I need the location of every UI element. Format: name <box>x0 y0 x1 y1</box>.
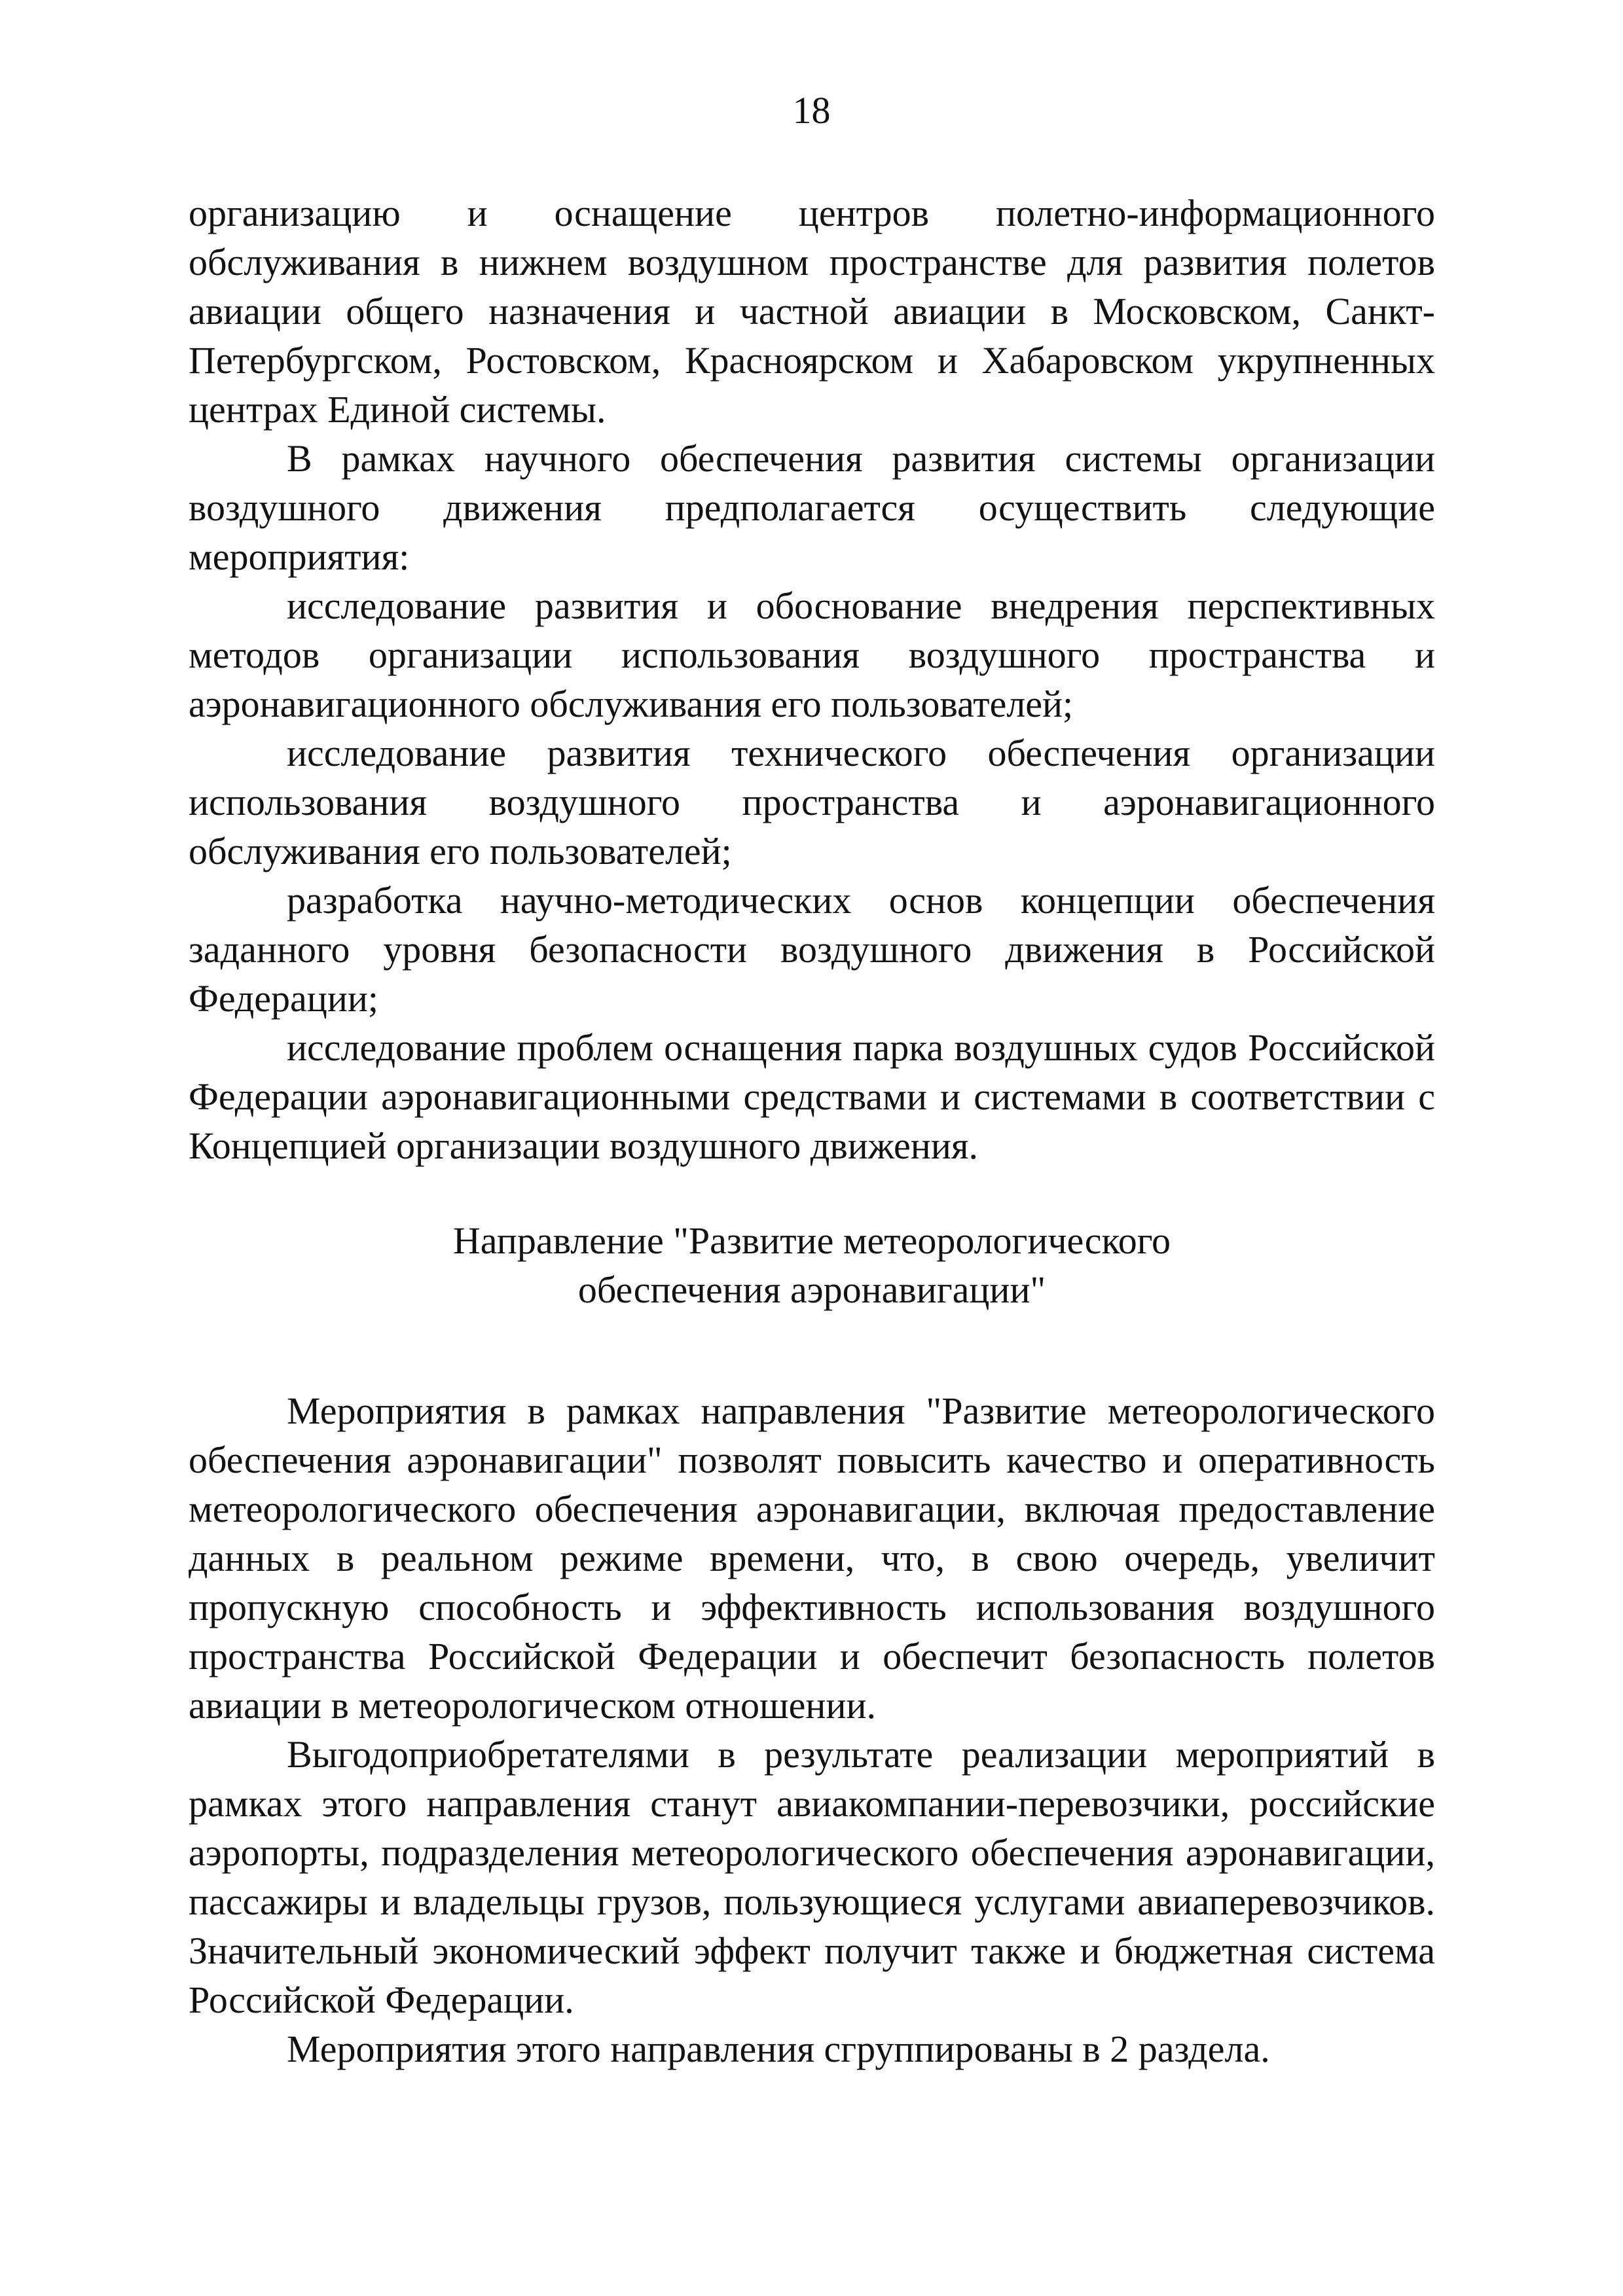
paragraph-continuation: организацию и оснащение центров полетно-информационного обслуживания в нижнем воздушном пространстве для развития полетов авиации общего назначения и частной авиации в Московском, Санкт-Петербургском, Ростовском, Красноярском и Хабаровском укрупненных центрах Единой системы. <box>189 192 1435 431</box>
section-heading-line-2: обеспечения аэронавигации" <box>577 1268 1046 1311</box>
paragraph-meteo-measures: Мероприятия в рамках направления "Развитие метеорологического обеспечения аэронавигации" позволят повысить качество и оперативность метеорологического обеспечения аэронавигации, включая предоставление данных в реальном режиме времени, что, в свою очередь, увеличит пропускную способность и эффективность использования воздушного пространства Российской Федерации и обеспечит безопасность полетов авиации в метеорологическом отношении. <box>189 1390 1435 1727</box>
paragraph-intro-measures: В рамках научного обеспечения развития системы организации воздушного движения предполагается осуществить следующие мероприятия: <box>189 437 1435 578</box>
paragraph-grouping: Мероприятия этого направления сгруппированы в 2 раздела. <box>287 2028 1270 2070</box>
list-item-research-technical: исследование развития технического обеспечения организации использования воздушного пространства и аэронавигационного обслуживания его пользователей; <box>189 732 1435 872</box>
document-body <box>189 188 1435 2073</box>
list-item-safety-concept: разработка научно-методических основ концепции обеспечения заданного уровня безопасности воздушного движения в Российской Федерации; <box>189 879 1435 1020</box>
page-number: 18 <box>792 89 831 132</box>
section-heading <box>189 1216 1435 1314</box>
list-item-fleet-equipment: исследование проблем оснащения парка воздушных судов Российской Федерации аэронавигационными средствами и системами в соответствии с Концепцией организации воздушного движения. <box>189 1026 1435 1167</box>
section-heading-line-1: Направление "Развитие метеорологического <box>452 1219 1171 1262</box>
list-item-research-methods: исследование развития и обоснование внедрения перспективных методов организации использования воздушного пространства и аэронавигационного обслуживания его пользователей; <box>189 584 1435 725</box>
paragraph-beneficiaries: Выгодоприобретателями в результате реализации мероприятий в рамках этого направления станут авиакомпании-перевозчики, российские аэропорты, подразделения метеорологического обеспечения аэронавигации, пассажиры и владельцы грузов, пользующиеся услугами авиаперевозчиков. Значительный экономический эффект получит также и бюджетная система Российской Федерации. <box>189 1733 1435 2021</box>
